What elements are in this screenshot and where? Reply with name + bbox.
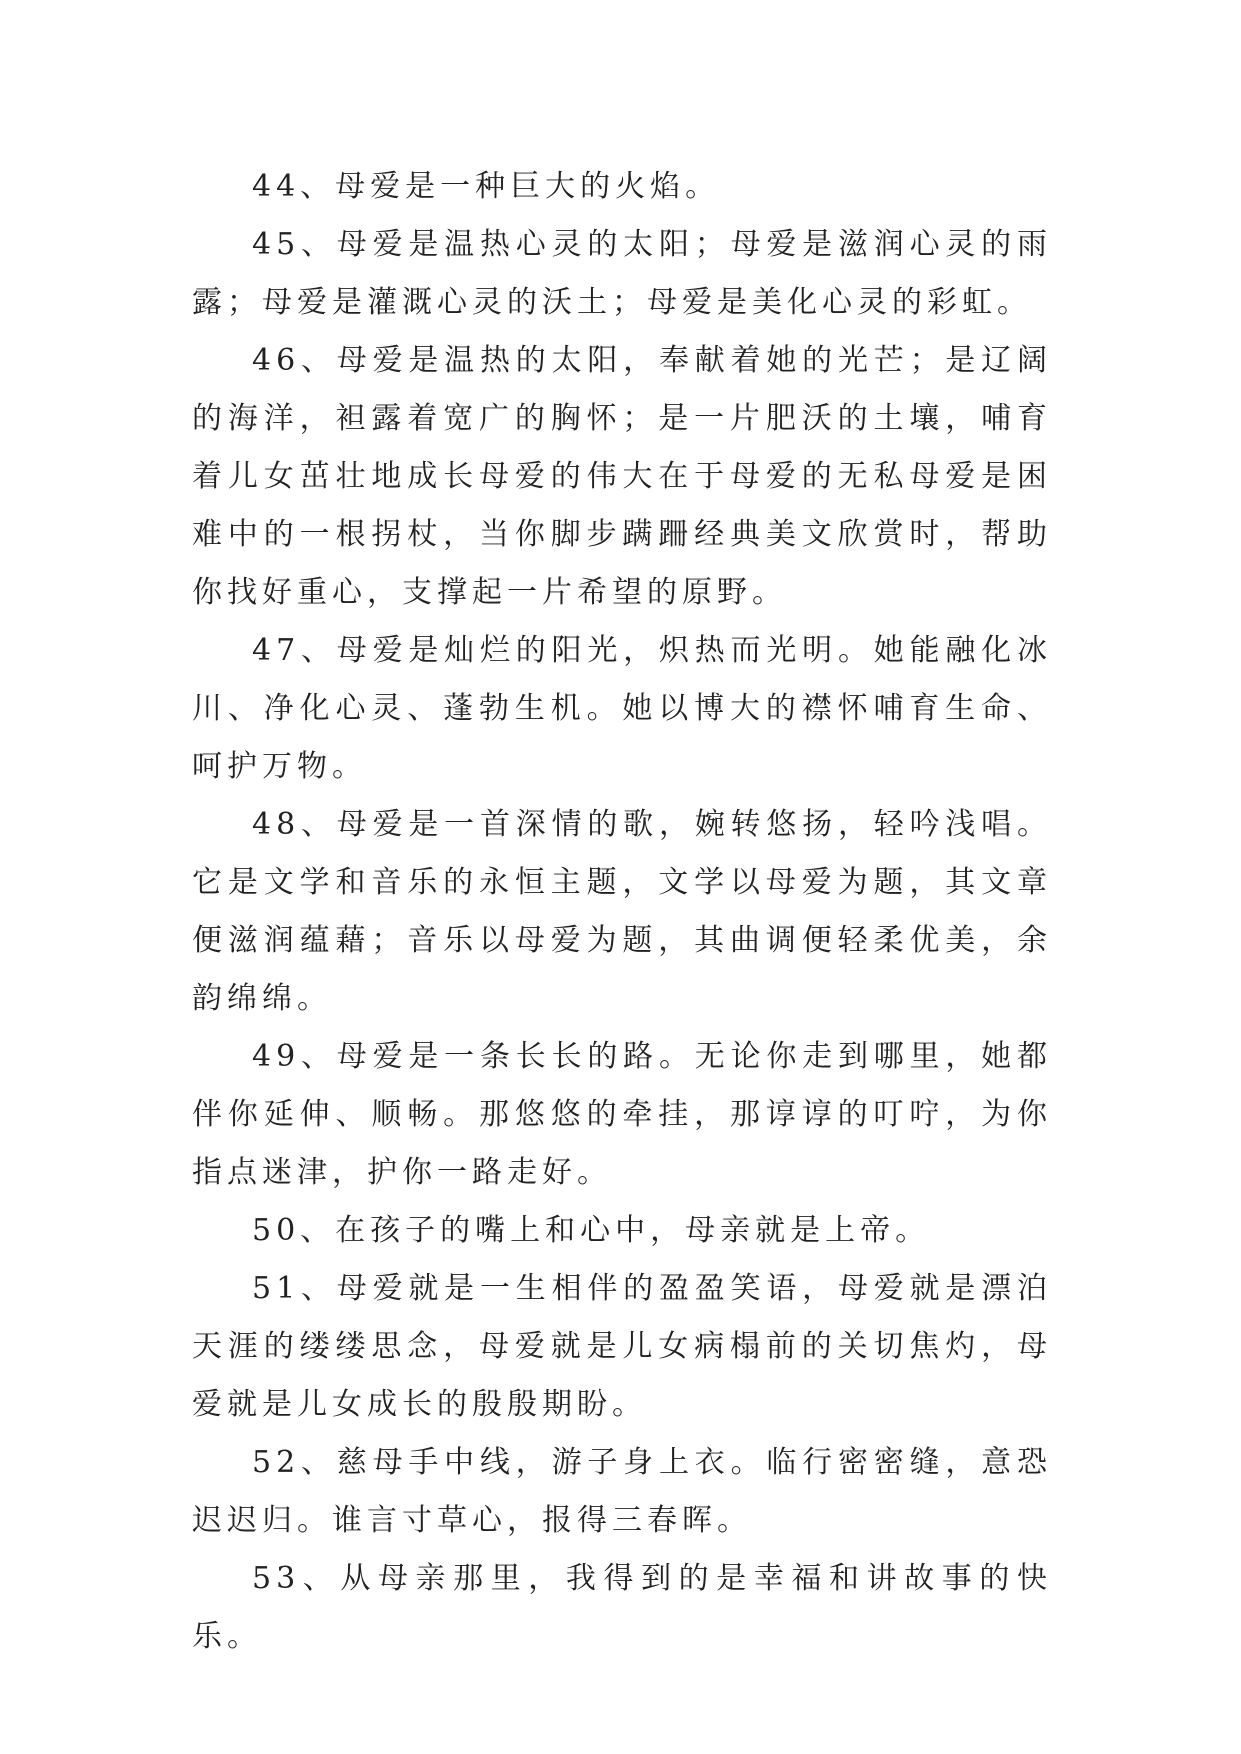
paragraph-47: 47、母爱是灿烂的阳光，炽热而光明。她能融化冰川、净化心灵、蓬勃生机。她以博大的襟怀哺育生命、呵护万物。 [192, 633, 1052, 784]
paragraph-53: 53、从母亲那里，我得到的是幸福和讲故事的快乐。 [192, 1561, 1052, 1654]
paragraph-49: 49、母爱是一条长长的路。无论你走到哪里，她都伴你延伸、顺畅。那悠悠的牵挂，那谆谆的叮咛，为你指点迷津，护你一路走好。 [192, 1039, 1052, 1190]
paragraph-46: 46、母爱是温热的太阳，奉献着她的光芒；是辽阔的海洋，袒露着宽广的胸怀；是一片肥沃的土壤，哺育着儿女茁壮地成长母爱的伟大在于母爱的无私母爱是困难中的一根拐杖，当你脚步蹒跚经典美文欣赏时，帮助你找好重心，支撑起一片希望的原野。 [192, 343, 1052, 610]
paragraph-45: 45、母爱是温热心灵的太阳；母爱是滋润心灵的雨露；母爱是灌溉心灵的沃土；母爱是美化心灵的彩虹。 [192, 227, 1052, 320]
paragraph-44: 44、母爱是一种巨大的火焰。 [252, 169, 721, 204]
document-body [192, 158, 1052, 1666]
paragraph-52: 52、慈母手中线，游子身上衣。临行密密缝，意恐迟迟归。谁言寸草心，报得三春晖。 [192, 1445, 1052, 1538]
paragraph-48: 48、母爱是一首深情的歌，婉转悠扬，轻吟浅唱。它是文学和音乐的永恒主题，文学以母爱为题，其文章便滋润蕴藉；音乐以母爱为题，其曲调便轻柔优美，余韵绵绵。 [192, 807, 1052, 1016]
paragraph-50: 50、在孩子的嘴上和心中，母亲就是上帝。 [252, 1213, 931, 1248]
paragraph-51: 51、母爱就是一生相伴的盈盈笑语，母爱就是漂泊天涯的缕缕思念，母爱就是儿女病榻前的关切焦灼，母爱就是儿女成长的殷殷期盼。 [192, 1271, 1052, 1422]
